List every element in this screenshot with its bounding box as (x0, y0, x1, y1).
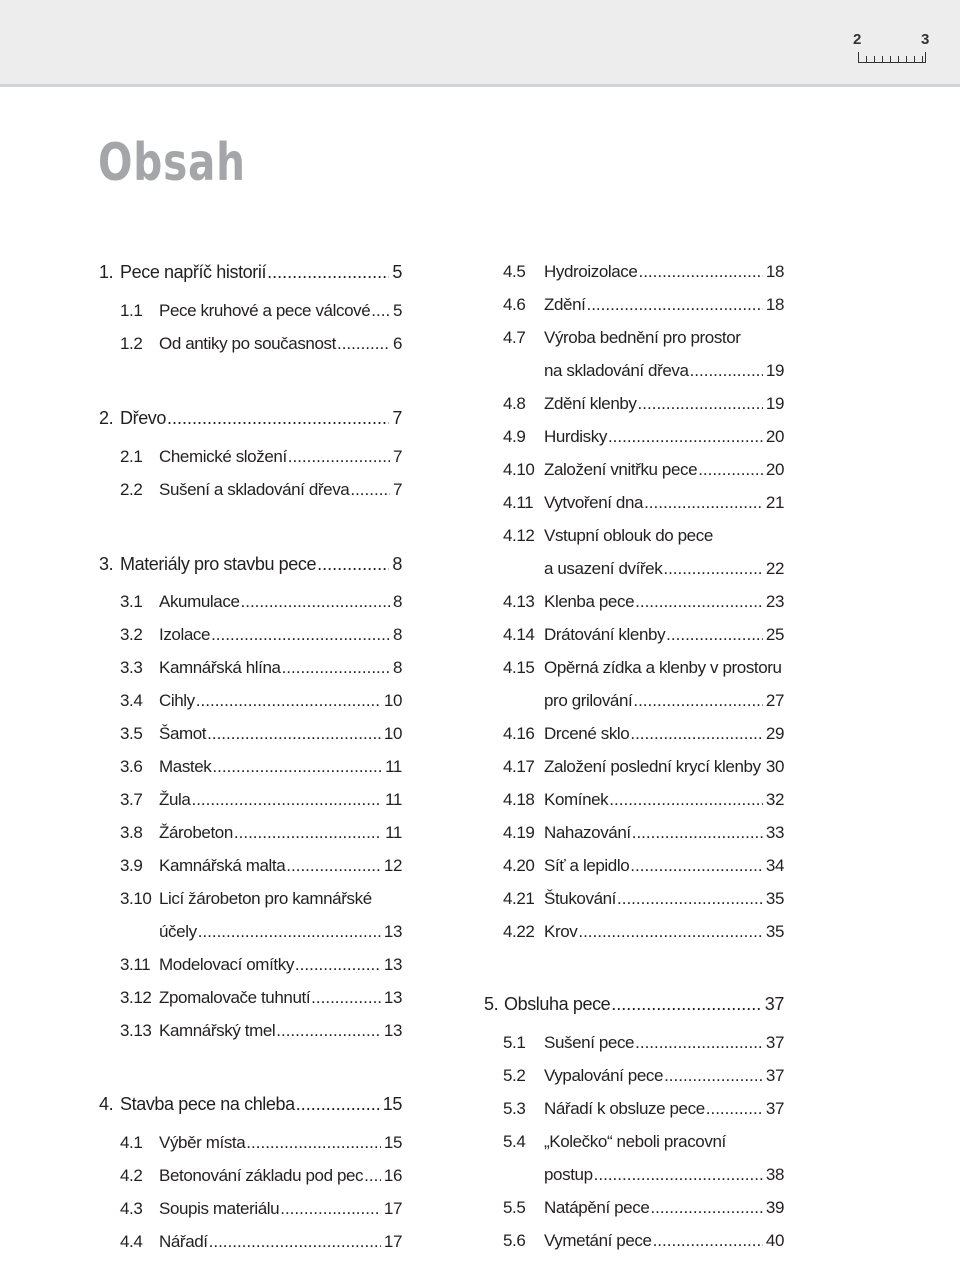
toc-entry-text: na skladování dřeva (544, 361, 689, 380)
toc-entry-text: Kamnářský tmel (159, 1021, 276, 1040)
leader-dots (267, 259, 389, 285)
toc-entry-s1-2 (120, 331, 402, 357)
toc-entry-text: Výběr místa (159, 1133, 246, 1152)
toc-entry-s4-16 (503, 721, 784, 747)
toc-page-number: 38 (765, 1165, 784, 1184)
toc-page-number: 18 (765, 262, 784, 281)
toc-entry-s3-5 (120, 721, 402, 747)
toc-page-number: 32 (765, 790, 784, 809)
toc-entry-text: Výroba bednění pro prostor (544, 328, 741, 347)
toc-number: 4.17 (503, 757, 535, 776)
leader-dots (246, 1130, 381, 1156)
toc-entry-text: Žárobeton (159, 823, 233, 842)
toc-chapter-c1 (99, 259, 402, 285)
leader-dots (594, 1162, 763, 1188)
toc-number: 4.7 (503, 328, 526, 347)
toc-entry-text: Modelovací omítky (159, 955, 294, 974)
toc-entry-s5-1 (503, 1030, 784, 1056)
toc-number: 4.9 (503, 427, 526, 446)
leader-dots (644, 490, 763, 516)
toc-number: 4.13 (503, 592, 535, 611)
toc-number: 5.1 (503, 1033, 526, 1052)
toc-entry-s5-5 (503, 1195, 784, 1221)
toc-page-number: 5 (392, 301, 402, 320)
toc-page-number: 22 (765, 559, 784, 578)
toc-entry-s4-15b (544, 688, 784, 714)
toc-entry-text: Založení vnitřku pece (544, 460, 698, 479)
toc-page-number: 34 (765, 856, 784, 875)
toc-entry-s3-1 (120, 589, 402, 615)
toc-entry-text: Zpomalovače tuhnutí (159, 988, 311, 1007)
toc-entry-s4-6 (503, 292, 784, 318)
toc-entry-text: Soupis materiálu (159, 1199, 280, 1218)
leader-dots (632, 820, 763, 846)
toc-page-number: 37 (765, 1033, 784, 1052)
toc-page-number: 11 (385, 757, 402, 776)
leader-dots (311, 985, 381, 1011)
toc-chapter-c2 (99, 405, 402, 431)
toc-number: 5.4 (503, 1132, 526, 1151)
toc-entry-s4-12 (503, 523, 784, 549)
toc-entry-text: „Kolečko“ neboli pracovní (544, 1132, 726, 1151)
toc-entry-s4-7b (544, 358, 784, 384)
leader-dots (212, 754, 382, 780)
toc-entry-s5-3 (503, 1096, 784, 1122)
toc-entry-s4-9 (503, 424, 784, 450)
toc-number: 4.2 (120, 1166, 143, 1185)
toc-number: 1.2 (120, 334, 143, 353)
leader-dots (191, 787, 382, 813)
leader-dots (586, 292, 762, 318)
toc-number: 4.12 (503, 526, 535, 545)
toc-page-number: 20 (765, 460, 784, 479)
toc-page-number: 8 (392, 554, 402, 574)
toc-page-number: 19 (765, 394, 784, 413)
toc-entry-s4-14 (503, 622, 784, 648)
toc-entry-s1-1 (120, 298, 402, 324)
leader-dots (762, 754, 763, 780)
toc-entry-s5-4 (503, 1129, 784, 1155)
toc-page-number: 17 (383, 1199, 402, 1218)
toc-page-number: 33 (765, 823, 784, 842)
toc-number: 4.19 (503, 823, 535, 842)
toc-entry-s3-6 (120, 754, 402, 780)
leader-dots (698, 457, 763, 483)
toc-entry-text: Pece napříč historií (120, 262, 267, 282)
toc-number: 3.2 (120, 625, 143, 644)
toc-entry-s4-22 (503, 919, 784, 945)
toc-entry-text: Štukování (544, 889, 617, 908)
toc-entry-s4-3 (120, 1196, 402, 1222)
toc-entry-s4-5 (503, 259, 784, 285)
toc-chapter-c3 (99, 551, 402, 577)
toc-page-number: 18 (765, 295, 784, 314)
toc-entry-text: Cihly (159, 691, 195, 710)
toc-entry-text: Založení poslední krycí klenby (544, 757, 761, 776)
leader-dots (167, 405, 389, 431)
toc-chapter-c4 (99, 1091, 402, 1117)
toc-page-number: 21 (765, 493, 784, 512)
toc-entry-s4-7 (503, 325, 784, 351)
toc-number: 2.1 (120, 447, 143, 466)
toc-number: 3. (99, 554, 114, 574)
toc-entry-s3-7 (120, 787, 402, 813)
toc-number: 4.6 (503, 295, 526, 314)
toc-entry-text: účely (159, 922, 197, 941)
toc-entry-text: Opěrná zídka a klenby v prostoru (544, 658, 782, 677)
toc-page-number: 30 (765, 757, 784, 776)
leader-dots (635, 1030, 763, 1056)
toc-entry-text: Kamnářská hlína (159, 658, 281, 677)
leader-dots (630, 853, 763, 879)
leader-dots (211, 622, 390, 648)
leader-dots (666, 622, 763, 648)
leader-dots (280, 1196, 381, 1222)
toc-page-number: 29 (765, 724, 784, 743)
toc-entry-text: Kamnářská malta (159, 856, 286, 875)
toc-number: 4.20 (503, 856, 535, 875)
page-title: Obsah (98, 133, 246, 193)
toc-entry-text: Drátování klenby (544, 625, 666, 644)
toc-entry-text: Natápění pece (544, 1198, 650, 1217)
toc-number: 4.4 (120, 1232, 143, 1251)
toc-page-number: 35 (765, 922, 784, 941)
toc-entry-s4-19 (503, 820, 784, 846)
toc-entry-s4-11 (503, 490, 784, 516)
toc-entry-s4-12b (544, 556, 784, 582)
leader-dots (209, 1229, 381, 1255)
toc-chapter-c5 (484, 991, 784, 1017)
toc-number: 3.4 (120, 691, 143, 710)
toc-number: 5.2 (503, 1066, 526, 1085)
toc-page-number: 20 (765, 427, 784, 446)
leader-dots (630, 721, 763, 747)
toc-entry-text: Šamot (159, 724, 207, 743)
toc-entry-text: Chemické složení (159, 447, 287, 466)
toc-number: 3.12 (120, 988, 152, 1007)
toc-entry-text: Izolace (159, 625, 211, 644)
toc-entry-text: Stavba pece na chleba (120, 1094, 295, 1114)
toc-entry-s3-12 (120, 985, 402, 1011)
toc-page-number: 40 (765, 1231, 784, 1250)
toc-number: 1.1 (120, 301, 143, 320)
toc-number: 3.8 (120, 823, 143, 842)
toc-entry-text: Akumulace (159, 592, 240, 611)
toc-entry-text: Zdění klenby (544, 394, 637, 413)
toc-number: 3.3 (120, 658, 143, 677)
leader-dots (241, 589, 390, 615)
toc-entry-s4-20 (503, 853, 784, 879)
toc-page-number: 6 (392, 334, 402, 353)
leader-dots (650, 1195, 763, 1221)
toc-entry-text: Pece kruhové a pece válcové (159, 301, 371, 320)
toc-number: 4.5 (503, 262, 526, 281)
leader-dots (664, 1063, 763, 1089)
toc-number: 4.10 (503, 460, 535, 479)
leader-dots (653, 1228, 763, 1254)
leader-dots (198, 919, 381, 945)
toc-entry-text: postup (544, 1165, 593, 1184)
toc-entry-text: Vymetání pece (544, 1231, 652, 1250)
toc-entry-text: Od antiky po současnost (159, 334, 336, 353)
toc-page-number: 13 (383, 922, 402, 941)
toc-entry-s2-1 (120, 444, 402, 470)
toc-entry-text: Vytvoření dna (544, 493, 644, 512)
toc-page-number: 16 (383, 1166, 402, 1185)
toc-number: 4.1 (120, 1133, 143, 1152)
toc-number: 4.22 (503, 922, 535, 941)
toc-page-number: 13 (383, 988, 402, 1007)
toc-entry-s3-4 (120, 688, 402, 714)
toc-entry-text: Dřevo (120, 408, 167, 428)
toc-entry-s4-1 (120, 1130, 402, 1156)
toc-entry-s2-2 (120, 477, 402, 503)
toc-number: 5.6 (503, 1231, 526, 1250)
leader-dots (282, 655, 390, 681)
toc-number: 4.15 (503, 658, 535, 677)
leader-dots (638, 391, 763, 417)
leader-dots (337, 331, 390, 357)
toc-entry-s3-10 (120, 886, 402, 912)
toc-page-number: 27 (765, 691, 784, 710)
toc-entry-s4-21 (503, 886, 784, 912)
leader-dots (350, 477, 390, 503)
toc-entry-text: Krov (544, 922, 578, 941)
toc-number: 4.11 (503, 493, 534, 512)
leader-dots (317, 551, 389, 577)
toc-page-number: 10 (383, 691, 402, 710)
toc-number: 3.13 (120, 1021, 152, 1040)
toc-number: 3.7 (120, 790, 143, 809)
leader-dots (276, 1018, 381, 1044)
leader-dots (288, 444, 390, 470)
toc-entry-text: Komínek (544, 790, 609, 809)
toc-entry-s3-11 (120, 952, 402, 978)
toc-number: 4.14 (503, 625, 535, 644)
toc-page-number: 12 (383, 856, 402, 875)
toc-page-number: 35 (765, 889, 784, 908)
toc-page-number: 8 (392, 658, 402, 677)
toc-entry-text: a usazení dvířek (544, 559, 663, 578)
leader-dots (706, 1096, 763, 1122)
toc-number: 4.3 (120, 1199, 143, 1218)
leader-dots (296, 1091, 380, 1117)
leader-dots (635, 589, 763, 615)
toc-entry-text: Sušení pece (544, 1033, 635, 1052)
leader-dots (207, 721, 381, 747)
leader-dots (196, 688, 381, 714)
toc-page-number: 23 (765, 592, 784, 611)
toc-page-number: 7 (392, 447, 402, 466)
toc-number: 3.10 (120, 889, 152, 908)
toc-number: 5.3 (503, 1099, 526, 1118)
toc-entry-s4-17 (503, 754, 784, 780)
toc-entry-text: Mastek (159, 757, 212, 776)
toc-number: 1. (99, 262, 114, 282)
header-bar (0, 0, 960, 87)
toc-page-number: 15 (382, 1094, 402, 1114)
toc-entry-text: Hurdisky (544, 427, 607, 446)
toc-entry-text: Žula (159, 790, 191, 809)
toc-entry-s4-18 (503, 787, 784, 813)
toc-entry-text: Betonování základu pod pec (159, 1166, 364, 1185)
leader-dots (286, 853, 381, 879)
toc-page-number: 11 (385, 823, 402, 842)
toc-entry-text: Nářadí (159, 1232, 208, 1251)
leader-dots (617, 886, 763, 912)
toc-number: 4.21 (503, 889, 535, 908)
toc-entry-text: Sušení a skladování dřeva (159, 480, 350, 499)
toc-entry-text: pro grilování (544, 691, 633, 710)
toc-page-number: 19 (765, 361, 784, 380)
toc-entry-s4-15 (503, 655, 784, 681)
toc-number: 3.11 (120, 955, 151, 974)
leader-dots (663, 556, 763, 582)
leader-dots (609, 787, 763, 813)
toc-entry-s3-8 (120, 820, 402, 846)
toc-entry-s4-8 (503, 391, 784, 417)
toc-page-number: 7 (392, 480, 402, 499)
leader-dots (234, 820, 382, 846)
leader-dots (608, 424, 763, 450)
toc-entry-text: Zdění (544, 295, 586, 314)
leader-dots (633, 688, 763, 714)
toc-number: 5.5 (503, 1198, 526, 1217)
page-number-right: 3 (921, 31, 930, 48)
toc-entry-s5-4b (544, 1162, 784, 1188)
toc-entry-text: Síť a lepidlo (544, 856, 630, 875)
toc-page-number: 37 (764, 994, 784, 1014)
toc-number: 3.5 (120, 724, 143, 743)
toc-entry-s3-9 (120, 853, 402, 879)
toc-number: 4.8 (503, 394, 526, 413)
toc-page-number: 13 (383, 955, 402, 974)
toc-page-number: 8 (392, 592, 402, 611)
toc-number: 4. (99, 1094, 114, 1114)
toc-entry-text: Nahazování (544, 823, 631, 842)
toc-entry-text: Obsluha pece (504, 994, 611, 1014)
toc-number: 4.18 (503, 790, 535, 809)
toc-entry-text: Materiály pro stavbu pece (120, 554, 317, 574)
toc-page-number: 15 (383, 1133, 402, 1152)
toc-number: 2. (99, 408, 114, 428)
toc-page-number: 25 (765, 625, 784, 644)
toc-page-number: 5 (392, 262, 402, 282)
toc-page-number: 11 (385, 790, 402, 809)
toc-page-number: 8 (392, 625, 402, 644)
leader-dots (690, 358, 763, 384)
toc-entry-s4-10 (503, 457, 784, 483)
toc-entry-text: Drcené sklo (544, 724, 630, 743)
leader-dots (578, 919, 763, 945)
toc-page-number: 10 (383, 724, 402, 743)
toc-entry-s4-2 (120, 1163, 402, 1189)
toc-number: 5. (484, 994, 499, 1014)
toc-number: 3.1 (120, 592, 143, 611)
leader-dots (295, 952, 381, 978)
toc-page-number: 17 (383, 1232, 402, 1251)
toc-entry-text: Licí žárobeton pro kamnářské (159, 889, 372, 908)
toc-entry-s5-6 (503, 1228, 784, 1254)
leader-dots (364, 1163, 381, 1189)
page-number-left: 2 (853, 31, 862, 48)
toc-number: 3.6 (120, 757, 143, 776)
toc-number: 2.2 (120, 480, 143, 499)
toc-page-number: 37 (765, 1099, 784, 1118)
toc-page-number: 13 (383, 1021, 402, 1040)
leader-dots (638, 259, 762, 285)
toc-entry-text: Klenba pece (544, 592, 635, 611)
leader-dots (371, 298, 390, 324)
toc-entry-s3-13 (120, 1018, 402, 1044)
toc-entry-s5-2 (503, 1063, 784, 1089)
toc-entry-text: Vstupní oblouk do pece (544, 526, 713, 545)
toc-page-number: 39 (765, 1198, 784, 1217)
ruler-icon (858, 52, 926, 63)
toc-page-number: 7 (392, 408, 402, 428)
toc-entry-s3-3 (120, 655, 402, 681)
leader-dots (611, 991, 761, 1017)
toc-number: 4.16 (503, 724, 535, 743)
toc-entry-s3-2 (120, 622, 402, 648)
toc-number: 3.9 (120, 856, 143, 875)
toc-entry-s4-4 (120, 1229, 402, 1255)
toc-entry-s3-10b (159, 919, 402, 945)
toc-page-number: 37 (765, 1066, 784, 1085)
toc-entry-text: Hydroizolace (544, 262, 638, 281)
toc-entry-text: Nářadí k obsluze pece (544, 1099, 705, 1118)
toc-entry-s4-13 (503, 589, 784, 615)
toc-entry-text: Vypalování pece (544, 1066, 664, 1085)
